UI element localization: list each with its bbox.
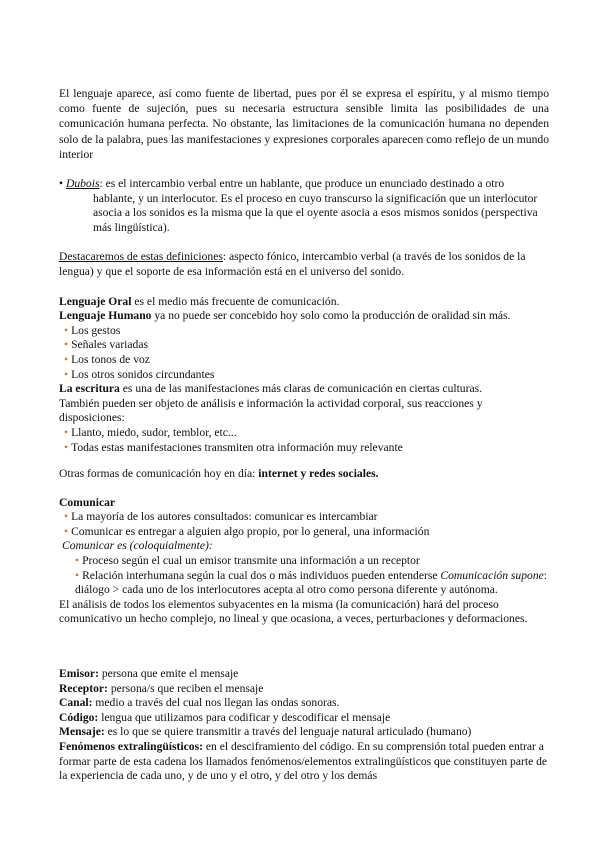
element-row [59,725,549,740]
dubois-line1: : es el intercambio verbal entre un hablante, que produce un enunciado destinado a otro [99,177,505,191]
list-item-text: Relación interhumana según la cual dos o más individuos pueden entenderse [82,568,441,582]
bullet-icon: • [64,323,69,337]
dubois-definition [59,177,549,235]
lenguaje-oral-term: Lenguaje Oral [59,294,132,308]
bullet-icon: • [64,524,69,538]
bullet-icon: • [64,367,69,381]
lenguaje-oral-line [59,295,549,310]
element-text: medio a través del cual nos llegan las ondas sonoras. [92,696,340,710]
element-row [59,682,549,697]
sub-list-item [59,569,549,598]
comunicacion-italic: Comunicación supone [440,568,544,582]
lenguaje-humano-line [59,309,549,324]
analisis-paragraph: El análisis de todos los elementos subyacentes en la misma (la comunicación) hará del proceso comunicativo un hecho complejo, no lineal y que ocasiona, a veces, perturbaciones y deformaciones. [59,597,528,626]
list-item [59,426,549,441]
comunicacion-text: : diálogo > cada uno de los interlocutores acepta al otro como persona diferente y autónoma. [75,568,548,597]
destacaremos-label: Destacaremos de estas definiciones [59,250,223,264]
list-item-text: Los gestos [71,323,121,337]
bullet-icon: • [64,510,69,524]
escritura-line [59,382,549,397]
dubois-name: Dubois [65,177,100,191]
element-term: Receptor: [59,681,108,695]
list-item-text: La mayoría de los autores consultados: comunicar es intercambiar [71,510,378,524]
list-item [59,441,549,456]
element-text: lengua que utilizamos para codificar y descodificar el mensaje [98,710,391,724]
escritura-text: es una de las manifestaciones más claras de comunicación en ciertas culturas. [119,382,483,396]
element-term: Canal: [59,696,93,710]
list-item [59,353,549,368]
element-text: persona que emite el mensaje [98,667,239,681]
sub-list-item [59,554,549,569]
list-item-text: Los tonos de voz [71,352,150,366]
element-term: Código: [59,710,99,724]
list-item [59,525,549,540]
element-term: Mensaje: [59,725,105,739]
escritura-term: La escritura [59,382,120,396]
document-page [59,86,549,784]
lenguaje-oral-text: es el medio más frecuente de comunicación. [131,294,340,308]
element-row [59,696,549,711]
comunicar-coloquial: Comunicar es (coloquialmente): [62,539,213,553]
bullet-icon: • [64,425,69,439]
list-item [59,338,549,353]
element-text: en el desciframiento del código. En su comprensión total pueden entrar a formar parte de esta cadena los llamados fenómenos/elementos extralingüísticos que constituyen parte de la experiencia de cada uno, y de uno y el otro, y del otro y los demás [59,740,548,783]
lenguaje-humano-text: ya no puede ser concebido hoy solo como la producción de oralidad sin más. [151,309,511,323]
dubois-rest: hablante, y un interlocutor. Es el proceso en cuyo transcurso la significación que un interlocutor asocia a los sonidos es la misma que la que el oyente asocia a esos mismos sonidos (perspectiva más lingüística). [93,191,538,234]
list-item-text: Señales variadas [71,338,149,352]
element-text: es lo que se quiere transmitir a través del lenguaje natural articulado (humano) [104,725,472,739]
destacaremos-text: : aspecto fónico, intercambio verbal (a través de los sonidos de la lengua) y que el soporte de esa información está en el universo del sonido. [59,250,526,278]
bullet-icon: • [64,352,69,366]
otras-bold: internet y redes sociales. [258,467,379,481]
element-term: Fenómenos extralingüísticos: [59,740,203,754]
destacaremos-paragraph [59,250,549,279]
otras-text: Otras formas de comunicación hoy en día: [59,467,259,481]
list-item-text: Llanto, miedo, sudor, temblor, etc... [71,425,237,439]
bullet-icon: • [64,440,69,454]
elements-list [59,667,549,784]
comunicar-section [59,496,549,627]
element-row [59,667,549,682]
element-text: persona/s que reciben el mensaje [107,681,264,695]
dubois-bullet: • [59,177,64,191]
comunicar-heading: Comunicar [59,495,116,509]
list-item [59,510,549,525]
list-item-text: Todas estas manifestaciones transmiten otra información muy relevante [71,440,403,454]
element-row [59,711,549,726]
list-item [59,368,549,383]
bullet-icon: • [64,338,69,352]
lenguaje-section [59,295,549,456]
intro-paragraph: El lenguaje aparece, así como fuente de libertad, pues por él se expresa el espíritu, y al mismo tiempo como fuente de sujeción, pues su necesaria estructura sensible limita las posibilidades de una comunicación humana perfecta. No obstante, las limitaciones de la comunicación humana no dependen solo de la palabra, pues las manifestaciones y expresiones corporales aparecen como reflejo de un mundo interior [59,87,549,161]
list-item-text: Comunicar es entregar a alguien algo propio, por lo general, una información [71,524,430,538]
otras-formas [59,467,549,482]
escritura-line2: También pueden ser objeto de análisis e información la actividad corporal, sus reacciones y disposiciones: [59,396,483,425]
lenguaje-humano-term: Lenguaje Humano [59,309,152,323]
bullet-icon: • [75,554,80,568]
element-term: Emisor: [59,667,99,681]
list-item-text: Los otros sonidos circundantes [71,367,215,381]
bullet-icon: • [75,568,80,582]
list-item-text: Proceso según el cual un emisor transmite una información a un receptor [82,554,420,568]
list-item [59,324,549,339]
element-row [59,740,549,784]
